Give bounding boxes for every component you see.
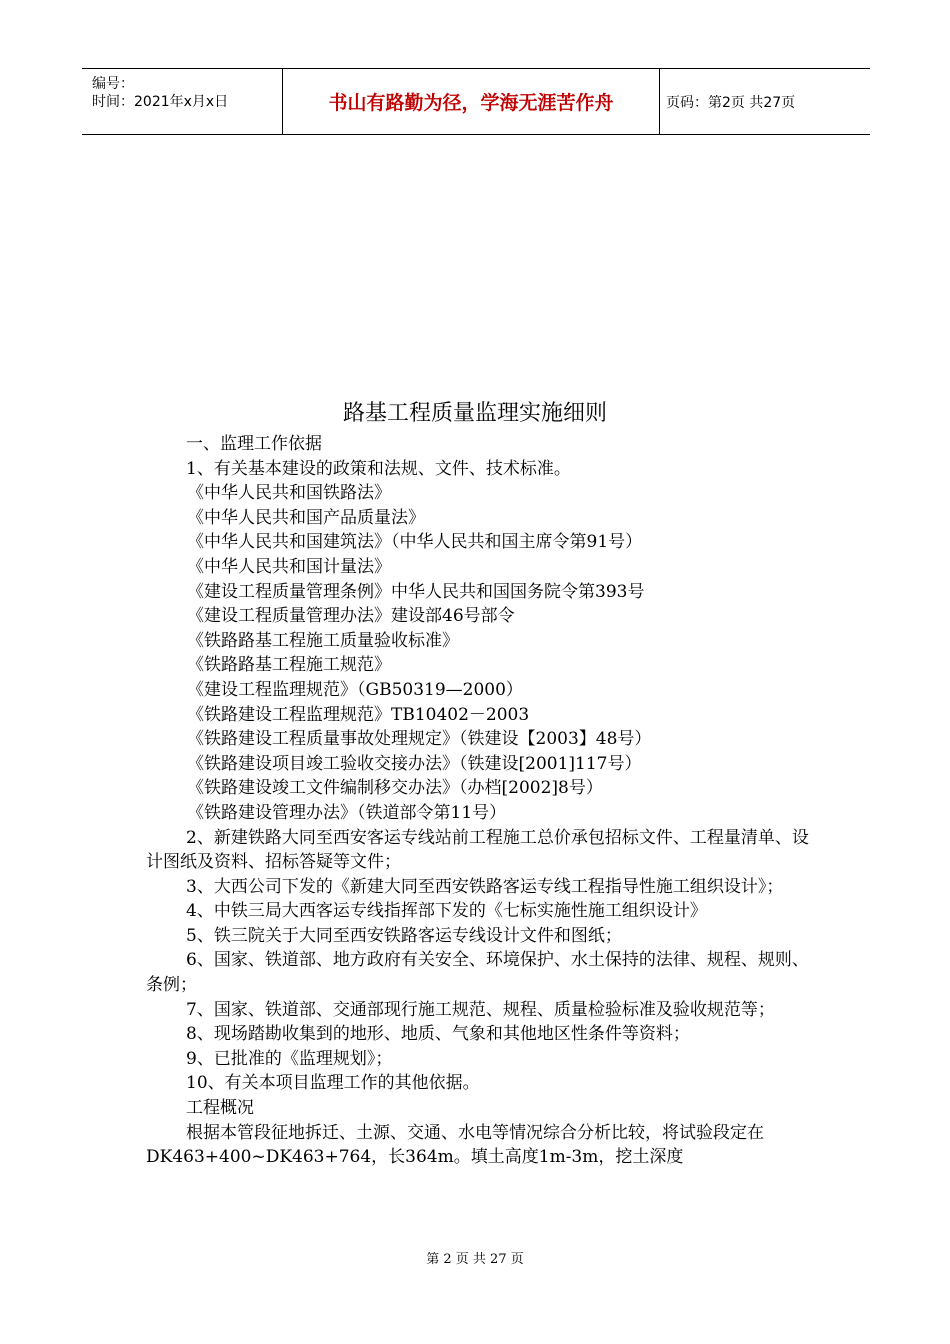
- law-item: 《中华人民共和国铁路法》: [187, 483, 391, 504]
- law-item: 《铁路路基工程施工规范》: [187, 655, 391, 676]
- law-item: 《建设工程质量管理办法》建设部46号部令: [187, 606, 515, 627]
- law-item: 《铁路路基工程施工质量验收标准》: [187, 630, 459, 651]
- paragraph: 根据本管段征地拆迁、土源、交通、水电等情况综合分析比较，将试验段定在DK463+400~DK463+764，长364m。填土高度1m-3m，挖土深度: [146, 1122, 764, 1168]
- law-item: 《铁路建设工程质量事故处理规定》（铁建设【2003】48号）: [187, 729, 652, 750]
- paragraph: 1、有关基本建设的政策和法规、文件、技术标准。: [186, 458, 571, 479]
- time-label: 时间：2021年x月x日: [92, 94, 229, 110]
- header-page-info: 页码：第2页 共27页: [666, 94, 796, 111]
- header-motto: 书山有路勤为径，学海无涯苦作舟: [282, 69, 660, 134]
- paragraph: 3、大西公司下发的《新建大同至西安铁路客运专线工程指导性施工组织设计》；: [186, 876, 784, 897]
- paragraph: 5、铁三院关于大同至西安铁路客运专线设计文件和图纸；: [186, 925, 622, 946]
- paragraph: 10、有关本项目监理工作的其他依据。: [186, 1073, 480, 1094]
- document-body: [146, 432, 810, 1170]
- paragraph: 9、已批准的《监理规划》；: [186, 1048, 393, 1069]
- paragraph: 4、中铁三局大西客运专线指挥部下发的《七标实施性施工组织设计》: [186, 901, 707, 922]
- law-item: 《铁路建设管理办法》（铁道部令第11号）: [187, 802, 507, 823]
- section-heading: 一、监理工作依据: [186, 434, 322, 454]
- header-meta: [82, 69, 292, 134]
- document-title: 路基工程质量监理实施细则: [342, 401, 607, 426]
- section-heading: 工程概况: [186, 1098, 254, 1119]
- law-item: 《中华人民共和国计量法》: [187, 556, 391, 577]
- page-header: [82, 68, 870, 135]
- paragraph: 2、新建铁路大同至西安客运专线站前工程施工总价承包招标文件、工程量清单、设计图纸及资料、招标答疑等文件；: [146, 827, 809, 873]
- law-item: 《建设工程监理规范》（GB50319—2000）: [187, 679, 523, 700]
- law-item: 《铁路建设竣工文件编制移交办法》（办档[2002]8号）: [187, 778, 603, 799]
- page-footer: 第 2 页 共 27 页: [426, 1252, 524, 1267]
- law-item: 《建设工程质量管理条例》中华人民共和国国务院令第393号: [187, 581, 645, 602]
- paragraph: 6、国家、铁道部、地方政府有关安全、环境保护、水土保持的法律、规程、规则、条例；: [146, 950, 809, 996]
- number-label: 编号：: [92, 76, 134, 92]
- law-item: 《铁路建设项目竣工验收交接办法》（铁建设[2001]117号）: [187, 753, 642, 774]
- law-item: 《中华人民共和国建筑法》（中华人民共和国主席令第91号）: [187, 532, 643, 553]
- law-item: 《中华人民共和国产品质量法》: [187, 507, 425, 528]
- law-item: 《铁路建设工程监理规范》TB10402－2003: [187, 704, 530, 725]
- paragraph: 7、国家、铁道部、交通部现行施工规范、规程、质量检验标准及验收规范等；: [186, 999, 775, 1020]
- paragraph: 8、现场踏勘收集到的地形、地质、气象和其他地区性条件等资料；: [186, 1024, 690, 1045]
